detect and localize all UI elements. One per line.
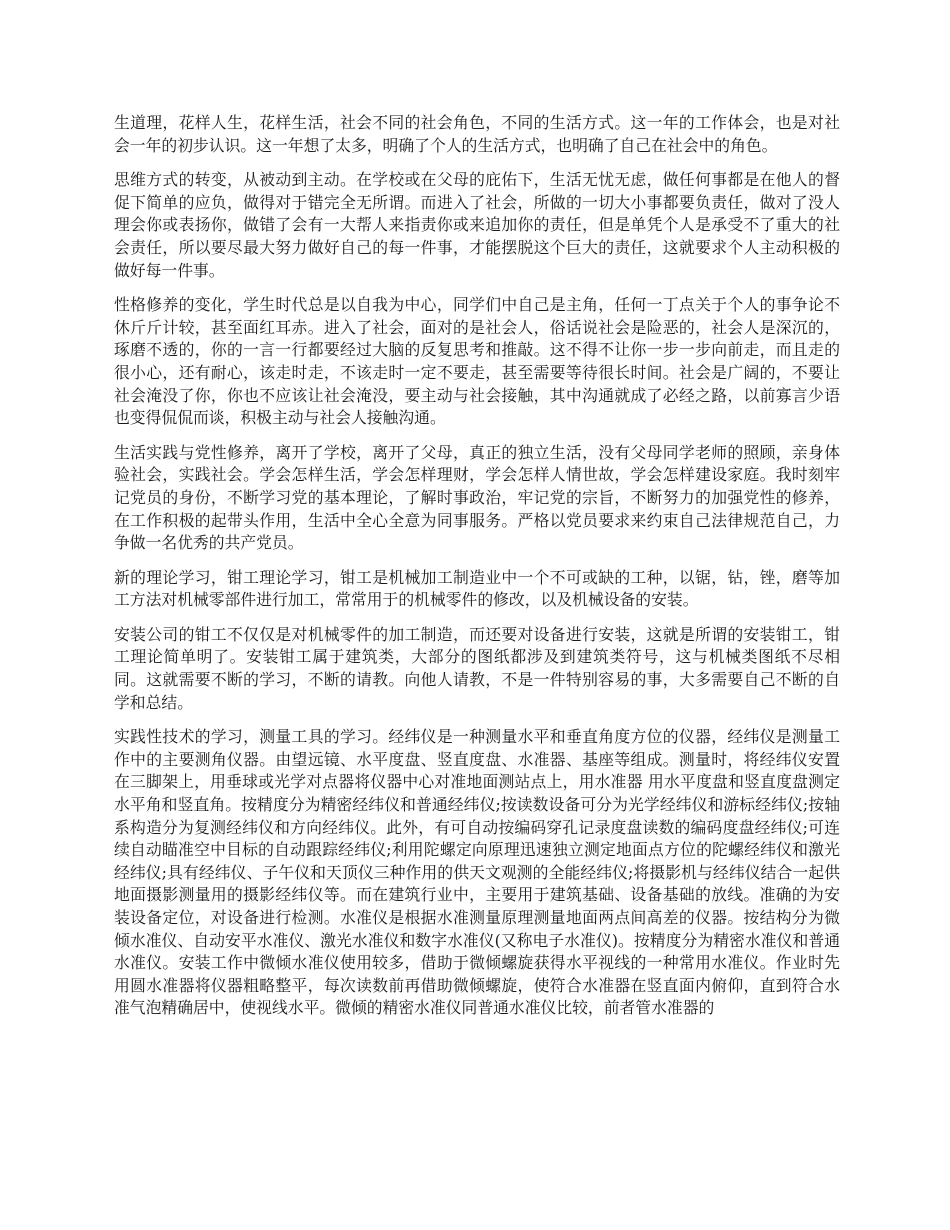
- paragraph-character-change: 性格修养的变化，学生时代总是以自我为中心，同学们中自己是主角，任何一丁点关于个人的事争论不休斤斤计较，甚至面红耳赤。进入了社会，面对的是社会人，俗话说社会是险恶的，社会人是深沉的，琢磨不透的，你的一言一行都要经过大脑的反复思考和推敲。这不得不让你一步一步向前走，而且走的很小心，还有耐心，该走时走，不该走时一定不要走，甚至需要等待很长时间。社会是广阔的，不要让社会淹没了你，你也不应该让社会淹没，要主动与社会接触，其中沟通就成了必经之路，以前寡言少语也变得侃侃而谈，积极主动与社会人接触沟通。: [114, 295, 840, 428]
- paragraph-survey-instruments: 实践性技术的学习，测量工具的学习。经纬仪是一种测量水平和垂直角度方位的仪器，经纬仪是测量工作中的主要测角仪器。由望远镜、水平度盘、竖直度盘、水准器、基座等组成。测量时，将经纬仪安置在三脚架上，用垂球或光学对点器将仪器中心对准地面测站点上，用水准器 用水平度盘和竖直度盘测定水平角和竖直角。按精度分为精密经纬仪和普通经纬仪;按读数设备可分为光学经纬仪和游标经纬仪;按轴系构造分为复测经纬仪和方向经纬仪。此外，有可自动按编码穿孔记录度盘读数的编码度盘经纬仪;可连续自动瞄准空中目标的自动跟踪经纬仪;利用陀螺定向原理迅速独立测定地面点方位的陀螺经纬仪和激光经纬仪;具有经纬仪、子午仪和天顶仪三种作用的供天文观测的全能经纬仪;将摄影机与经纬仪结合一起供地面摄影测量用的摄影经纬仪等。而在建筑行业中，主要用于建筑基础、设备基础的放线。准确的为安装设备定位，对设备进行检测。水准仪是根据水准测量原理测量地面两点间高差的仪器。按结构分为微倾水准仪、自动安平水准仪、激光水准仪和数字水准仪(又称电子水准仪)。按精度分为精密水准仪和普通水准仪。安装工作中微倾水准仪使用较多，借助于微倾螺旋获得水平视线的一种常用水准仪。作业时先用圆水准器将仪器粗略整平，每次读数前再借助微倾螺旋，使符合水准器在竖直面内俯仰，直到符合水准气泡精确居中，使视线水平。微倾的精密水准仪同普通水准仪比较，前者管水准器的: [114, 727, 840, 1018]
- paragraph-installation-fitter: 安装公司的钳工不仅仅是对机械零件的加工制造，而还要对设备进行安装，这就是所谓的安装钳工，钳工理论简单明了。安装钳工属于建筑类，大部分的图纸都涉及到建筑类符号，这与机械类图纸不尽相同。这就需要不断的学习，不断的请教。向他人请教，不是一件特别容易的事，大多需要自己不断的自学和总结。: [114, 624, 840, 712]
- paragraph-party-practice: 生活实践与党性修养，离开了学校，离开了父母，真正的独立生活，没有父母同学老师的照顾，亲身体验社会，实践社会。学会怎样生活，学会怎样理财，学会怎样人情世故，学会怎样建设家庭。我时刻牢记党员的身份，不断学习党的基本理论，了解时事政治，牢记党的宗旨，不断努力的加强党性的修养，在工作积极的起带头作用，生活中全心全意为同事服务。严格以党员要求来约束自己法律规范自己，力争做一名优秀的共产党员。: [114, 442, 840, 553]
- paragraph-intro-continuation: 生道理，花样人生，花样生活，社会不同的社会角色，不同的生活方式。这一年的工作体会，也是对社会一年的初步认识。这一年想了太多，明确了个人的生活方式，也明确了自己在社会中的角色。: [114, 113, 840, 155]
- document-page: [114, 112, 840, 1032]
- paragraph-thinking-change: 思维方式的转变，从被动到主动。在学校或在父母的庇佑下，生活无忧无虑，做任何事都是在他人的督促下简单的应负，做得对于错完全无所谓。而进入了社会，所做的一切大小事都要负责任，做对了没人理会你或表扬你，做错了会有一大帮人来指责你或来追加你的责任，但是单凭个人是承受不了重大的社会责任，所以要尽最大努力做好自己的每一件事，才能摆脱这个巨大的责任，这就要求个人主动积极的做好每一件事。: [114, 170, 840, 280]
- paragraph-fitter-theory: 新的理论学习，钳工理论学习，钳工是机械加工制造业中一个不可或缺的工种，以锯，钻，锉，磨等加工方法对机械零部件进行加工，常常用于的机械零件的修改，以及机械设备的安装。: [114, 567, 840, 610]
